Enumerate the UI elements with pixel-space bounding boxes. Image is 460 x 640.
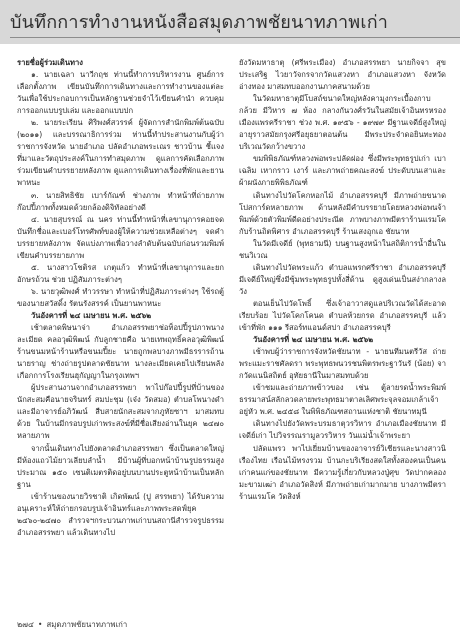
paragraph: เช้าตลาดพิษนาจ่า อำเภอสรรพยาช่อท็อปปี้รูปภาพนางละเมียด คลอวุฒิพิฒน์ กับลูกชายคือ นายเทพฤทธิ์คลอวุฒิพิฒน์ ร้านขนมหน้าร้านหรือขนมปี้ยะ นายถูกพลบางภาพมีธรรารถ้านนายราญ ช่างถ่ายรูปตลาดชัยนาท นางละเมียดเคยไปเรียนพลังเกือกการโรงเรียนฮุกัญญาในกรุงเทพฯ <box>17 323 224 381</box>
paragraph: ๒. นายระเรียน ศิริพงศ์สวรรค์ ผู้จัดการสำนักพิมพ์ต้นฉบับ (๒๐๑๑) และบรรณาธิการร่วม ท่านนี้ทำประสานงานกับผู้ว่าราชการจังหวัด นายอำเภอ ปลัดอำเภอพระเณร ชาวบ้าน ชี้แจงที่มาและวัตถุประสงค์ในการทำสมุดภาพ ดูแลการคัดเลือกภาพ ร่วมเขียนคำบรรยายหลังภาพ ดูแลการเดินทางเรื่องที่พักและยานพาหนะ <box>17 118 224 188</box>
paragraph: ในวัดมหาธาตุมีโบสถ์ขนาดใหญ่หลังคามุงกระเบื้องกาบกล้วย มีวิหาร ๗ ห้อง กลางกันวงศ์รวันในสมัยเจ้าอินทรหรองเมืองแพรครีราชา ช่วง พ.ศ. ๑๙๕๖ - ๑๙๗๙ มีฐานเจดีย์สูงใหญ่อายุราวสมัยกรุงศรีอยุธยาตอนต้น มีพระประจำดอยินทะทองบริเวณวัดกว้างขวาง <box>239 94 446 152</box>
paragraph: ปลัดแพรว พาไปเยี่ยมบ้านของอาจารย์วิเชียรและนางสาวนิ เรืองไทย เรือนไม้ทรงรวม บ้านกะบริเรียงสดใสทั้งสองคนเป็นคนเก่าคนแก่ของชัยนาท มีความรู้เกี่ยวกับหลวงปู่ศุข วัดปากคลองมะขามเฒ่า อำเภอวัดสิงห์ มีภาพถ่ายเก่ามากมาย บางภาพมีตราร้านแรมโค วัดสิงห์ <box>239 443 446 501</box>
paragraph: ผู้ประสานงานจากอำเภอสรรพยา พาไปก๊อปปี้รูปที่บ้านของนักสะสมคือนายจรินทร์ สมปะชุม (เจ๋ง วัดสมอ) ตำบลโพนางดำ และมีอาจารย์อภิวัฒน์ สืบสายนักสะสมจากภูทัยซาฯ มาสมทบด้วย ในบ้านมีกรอบรูปเก่าพระสงฆ์ที่มีชื่อเสียงอ่านในยุค ๒๔๗๐ หลายภาพ <box>17 383 224 441</box>
footer-book-title: สมุดภาพชัยนาทภาพเก่า <box>46 620 128 629</box>
paragraph: เช้าพบผู้ว่าราชการจังหวัดชัยนาท - นายนทีมนตรีวัส ถ่ายพระแมะราชศัลดรา พระพุทธพนวรชนพิตรพระฐาวันรั (น้อย) จากวัดแนนิสถิตย์ อุทัยธานีในมาสมทบด้วย <box>239 347 446 381</box>
left-column <box>17 57 224 539</box>
footer-bullet: • <box>37 620 43 629</box>
date-heading: วันอังคารที่ ๒๔ เมษายน พ.ศ. ๒๕๖๒ <box>31 310 152 320</box>
paragraph: เข้าชมและถ่ายภาพข้าวของ เช่น ตู้ลายรดน้ำพระพิมพ์ ธรรมาสน์สลักลวดลายพระพุทธมาตาลเลิศพระจุลจอมเกล้าเจ้าอยู่หัว พ.ศ. ๒๔๕๘ ในพิพิธภัณฑสถานแห่งชาติ ชัยนาทมุนี <box>239 383 446 417</box>
paragraph: ในวัดมีเจดีย์ (พุทธามนี) บนฐานสูงหน้าในสถิติการน้ำอื่นในชนวิเวณ <box>239 238 446 260</box>
date-heading: วันอังคารที่ ๒๔ เมษายน พ.ศ. ๒๕๖๒ <box>253 335 374 345</box>
paragraph: เดินทางไปวัดโคกหอกไม้ อำเภอสรรคบุรี มีภาพถ่ายขนาดโปสการ์ดหลายภาพ ด้านหลังมีคำบรรยายโดยหลวงพ่อพนจ้า พิมพ์ด้วยตัวพิมพ์ดีดอย่างประณีต ภาพบางภาพมีตราร้านแรมโค กับร้านถิตพิศาร อำเภอสรรคบุรี ร้านเสงอุกเอ ชัยนาท <box>239 190 446 236</box>
paragraph: ยังวัดมหาธาตุ (ศรีพระเมือง) อำเภอสรรพยา นายกิจจา สุขประเสริฐ ไวยาวัจกรจากวัดแสวงหา อำเภอแสวงหา จังหวัดอ่างทอง มาสมทบออกงานภาคสนามด้วย <box>239 58 446 92</box>
page-number: ๒๗๔ <box>17 620 34 629</box>
paragraph: ๑. นายเฉลา นาวีกฤช ท่านนี้ทำการบริหารงาน ศูนย์การเลือกตั้งภาพ เขียนบันทึกการเดินทางและการทำงานของแต่ละวันเพื่อใช้ประกอบการเป็นหลักฐานช่วยจำไว้เขียนคำนำ ควบคุมการออกแบบรูปเล่ม และออกแบบปก <box>17 70 224 116</box>
section-heading: รายชื่อผู้ร่วมเดินทาง <box>17 58 84 67</box>
paragraph: เดินทางไปวัดพระแก้ว ตำบลแพรกศรีราชา อำเภอสรรคบุรี มีเจดีย์ใหญ่ซึ่งมีซุ้มพระพุทธรูปทั้งสี่ด้าน ดูสูงเด่นเป็นสง่ากลางลวัง <box>239 262 446 296</box>
paragraph: ๖. นายวุฒิพงศ์ ทำวรรษา ทำหน้าที่ปฏิสัมภาระต่างๆ ใช้รถตู้ของนายสวัสดิ์ง รัตนรังสรรค์ เป็นยานพาหนะ <box>17 286 224 308</box>
paragraph: เข้าร้านของนายวิรชาติ เกิดพัฒน์ (ปู สรรพยา) ได้รับความอนุเคราะห์ให้ถ่ายกรอบรูปเจ้าอินทร์และภาพพระสดฟ์ยุค ๒๔๖๐-๒๔๗๐ สำรวจฯกระบวนภาพเก่าบนสถานีสำรวจรูปธรรมอำเภอสรรพยา แล้วเดินทางไป <box>17 491 224 537</box>
page-title: บันทึกการทำงานหนังสือสมุดภาพชัยนาทภาพเก่า <box>10 12 389 33</box>
right-column <box>239 57 446 503</box>
paragraph: ๔. นายสุบรรณ์ ณ นคร ท่านนี้ทำหน้าที่เลขานุการคอยจดบันทึกชื่อและเบอร์โทรศัพท์ของผู้ให้ความช่วยเหลือต่างๆ จดคำบรรยายหลังภาพ จัดแบ่งภาพเพื่อวางลำดับต้นฉบับก่อนรวมพิมพ์ เขียนคำบรรยายภาพ <box>17 214 224 260</box>
header-band <box>0 0 460 44</box>
paragraph: จากนั้นเดินทางไปยังตลาดอำเภอสรรพยา ซึ่งเป็นตลาดใหญ่ มีห้องแถวไม้ยาวเลียบลำน้ำ มีบ้านผู้ที่บอกหน้าบ้านรูปธรรมสูงประมาณ ๑๕๐ เซนติเมตรติดอยู่บนบานประตูหน้าบ้านเป็นหลักฐาน <box>17 443 224 489</box>
paragraph: ๕. นางสาวโชติรส เกตุแก้ว ทำหน้าที่เลขานุการและยกอักษรถ้วน ช่วย ปฏิสัมภาระต่างๆ <box>17 262 224 284</box>
paragraph: ๓. นายสิทธิชัย เบาร์กัณฑ์ ช่างภาพ ทำหน้าที่ถ่ายภาพ ก๊อปปี้ภาพทั้งหมดด้วยกล้องดิจิทัลอย่างดี <box>17 190 224 212</box>
page-footer <box>17 619 127 631</box>
paragraph: ขมพิพิธภัณฑ์หลวงพ่อพระปลัดฝอง ซึ่งมีพระพุทธรูปเก่า เบาเฉลิม เหากราว เงาร์ และภาพถ่ายคณะสงฆ์ ประดับบนเสาและผ้าผนังภายพิพิธภัณฑ์ <box>239 154 446 188</box>
paragraph: ตอนเย็นไปวัดโพธิ์ ซึ่งเจ้าอาวาสดูแลปริเวณวัดได้สะอาดเรียบร้อย ไปวัดโคกโคนด ตำบลห้วยกรด อำเภอสรรคบุรี แล้วเข้าที่พัก ๑๑๑ รีสอร์ทแอนด์สปา อำเภอสรรคบุรี <box>239 298 446 333</box>
paragraph: เดินทางไปยังวัดพระบรมธาตุวรวิหาร อำเภอเมืองชัยนาท มีเจดีย์เก่า ไปวิจรรณรามูลวรวิหาร วันแม่น้ำเจ้าพระยา <box>239 419 446 441</box>
